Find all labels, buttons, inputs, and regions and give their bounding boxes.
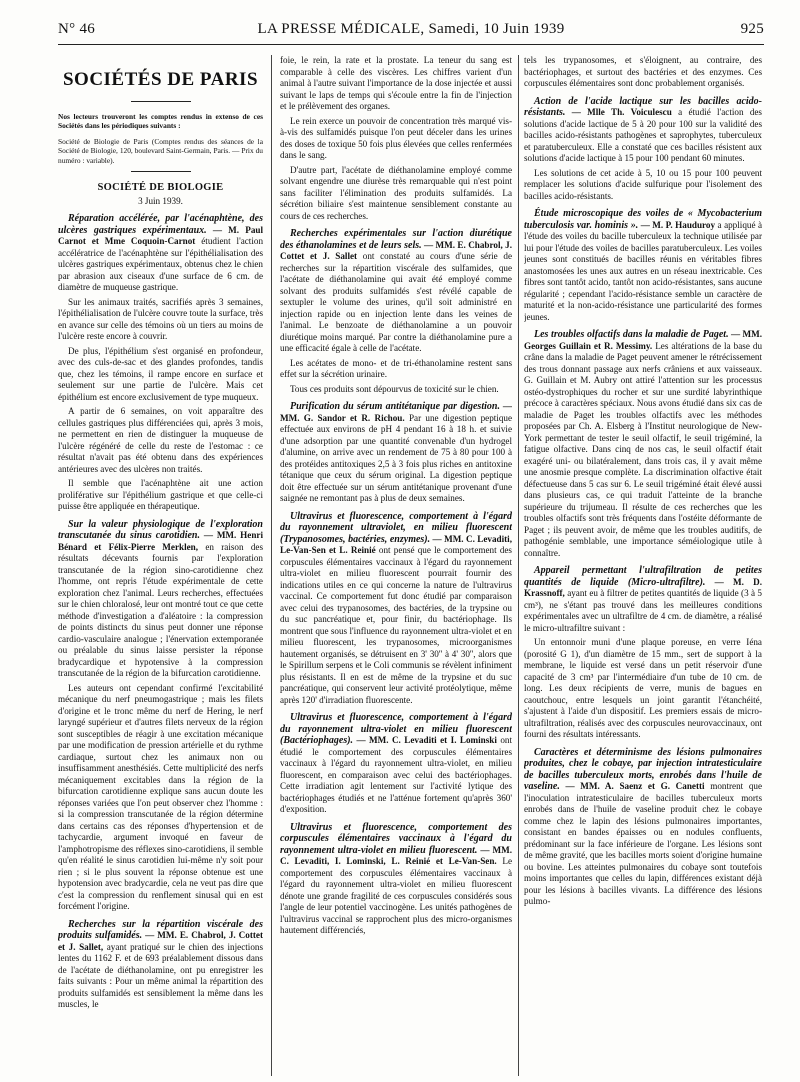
abstract-text: montrent que l'inoculation intratesticulaire de bacilles tuberculeux morts enrobés dans de l'huile de vaseline produit chez le cobaye comme chez le lapin des lésions pulmonaires importantes, consistant en bandes épaisses ou en nodules confluents, prédominant sur la face inférieure de l'organe. Les lésions sont de même gravité, que les bacilles morts soient d'origine humaine ou bovine. Les atteintes pulmonaires du cobaye sont toutefois moins importantes que celles du lapin, différences existant déjà pour les lésions à bacilles vivants. La différence des lésions pulmo- [524, 781, 762, 906]
paragraph: tels les trypanosomes, et s'éloignent, au contraire, des bactériophages, et surtout des bactéries et des enzymes. Ces corpuscules élémentaires sont donc probablement organisés. [524, 55, 762, 88]
abstract [524, 329, 762, 559]
abstract-title: Recherches expérimentales sur l'action diurétique des éthanolamines et de leurs sels. [280, 228, 512, 251]
abstract-title: Purification du sérum antitétanique par digestion. [290, 401, 500, 412]
abstract [280, 401, 512, 505]
abstract-text: a appliqué à l'étude des voiles du bacille tuberculeux la technique utilisée par lui pour l'étude des voiles de bacilles paratuberculeux. Les voiles jeunes sont constitués de bacilles réunis en véritables fibres anastomosées les unes aux autres en un réseau inextricable. Ces fibres sont tantôt acido, tantôt non acido-résistantes, sans aucune régularité ; cependant l'acido-résistance semble un caractère de maturité et la non-acido-résistance une particularité des formes jeunes. [524, 219, 762, 322]
column-2 [280, 55, 512, 1076]
abstract [58, 519, 263, 680]
section-title: SOCIÉTÉS DE PARIS [62, 69, 259, 90]
paragraph: A partir de 6 semaines, on voit apparaître des cellules gastriques plus différenciées qui, après 3 mois, ne permettent en rien de distinguer la muqueuse de l'ulcère régénéré de celle du reste de l'estomac : ce résultat n'avait pas été obtenu dans des expériences antérieures avec des ulcères non traités. [58, 406, 263, 474]
abstract-title: Recherches sur la répartition viscérale des produits sulfamidés. [58, 918, 263, 942]
abstract-title: Appareil permettant l'ultrafiltration de petites quantités de liquide (Micro-ultrafiltre). [524, 565, 762, 588]
abstract-text: ont pensé que le comportement des corpuscules élémentaires vaccinaux à l'égard du rayonnement ultra-violet en milieu fluorescent pourrait fournir des indications utiles en ce qui concerne la nature de l'ultravirus vaccinal. Ce comportement fut donc étudié par comparaison avec celui des trypanosomes, des bactéries, de la trypsine ou du suc pancréatique et, pour finir, du bactériophage. Ils montrent que sous l'influence du rayonnement ultra-violet et en milieu fluorescent, les trypanosomes, microorganismes hautement organisés, se détruisent en 3' 30'' à 4' 30'', alors que le Spirillum serpens et le Coli communis se révèlent infiniment plus résistants. Il en est de même de la trypsine et du suc pancréatique, qui conservent leur activité protéolytique, même après 120' d'irradiation fluorescente. [280, 545, 512, 705]
abstract-authors: — MM. Georges Guillain et R. Messimy. [524, 329, 762, 351]
column-divider [518, 55, 519, 1076]
abstract [524, 747, 762, 908]
abstract-text: étudient l'action accélératrice de l'acénaphtène sur l'épithélialisation des ulcères gastriques expérimentaux, obtenus chez le chien par abrasion aux ciseaux d'une surface de 6 cm. de diamètre de muqueuse gastrique. [58, 236, 263, 293]
abstract-title: Caractères et déterminisme des lésions pulmonaires produites, chez le cobaye, par injection intratesticulaire de bacilles tuberculeux morts, enrobés dans l'huile de vaseline. [524, 746, 762, 792]
abstract-authors: — MM. E. Chabrol, J. Cottet et J. Sallet, [58, 930, 263, 952]
abstract-authors: — M. D. Krassnoff, [524, 576, 762, 598]
notice-source: Société de Biologie de Paris (Comptes rendus des séances de la Société de Biologie, 120, boulevard Saint-Germain, Paris. — Prix du numéro : variable). [58, 136, 263, 165]
abstract [58, 213, 263, 294]
abstract [280, 822, 512, 937]
abstract-title: Étude microscopique des voiles de « Mycobacterium tuberculosis var. hominis ». [524, 208, 762, 231]
abstract-text: a étudié l'action des solutions d'acide lactique de 5 à 20 pour 100 sur la validité des bacilles acido-résistants pathogènes et saprophytes, tuberculeux et paratuberculeux. Elle a constaté que ces bacilles résistent aux solutions d'acide lactique à 15 pour 100 pendant 60 minutes. [524, 107, 762, 163]
abstract [280, 511, 512, 707]
abstract-authors: — MM. A. Saenz et G. Canetti [565, 781, 705, 791]
subsection-title: SOCIÉTÉ DE BIOLOGIE [97, 182, 224, 194]
abstract [524, 96, 762, 165]
abstract-title: Ultravirus et fluorescence, comportement à l'égard du rayonnement ultraviolet, en milieu fluorescent (Trypanosomes, bactéries, enzymes). [280, 510, 512, 545]
abstract [58, 919, 263, 1011]
notice-text: Nos lecteurs trouveront les comptes rendus in extenso de ces Sociétés dans les périodiques suivants : [58, 112, 263, 131]
abstract-text: Les altérations de la base du crâne dans la maladie de Paget peuvent amener le rétrécissement des trous donnant passage aux nerfs crâniens et aux vaisseaux. G. Guillain et M. Aubry ont attiré l'attention sur les processus ostéo-dystrophiques du rocher et sur une surdité labyrinthique précoce à caractères spéciaux. Nous avons étudié dans six cas de maladie de Paget les troubles olfactifs avec les méthodes proposées par Ch. A. Elsberg à l'Institut neurologique de New-York permettant de tester le seuil olfactif, le seuil trigéminé, la fatigue olfactive. Dans cinq de nos cas, le seuil olfactif était exagéré uni- ou bilatéralement, dans trois cas, il y avait même une anosmie presque complète. La discrimination olfactive était défectueuse dans 5 cas sur 6. Le seuil trigéminé était élevé aussi dans plusieurs cas, ce qui traduit l'atteinte de la branche supérieure du trijumeau. Il résulte de ces recherches que les troubles olfactifs sont très fréquents dans l'ostéite déformante de Paget ; ils peuvent avoir, de même que les troubles auditifs, de pathogénie semblable, une importance séméiologique utile à connaître. [524, 340, 762, 558]
abstract [280, 712, 512, 816]
abstract-authors: — MM. C. Levaditi, I. Lominski, L. Reinié et Le-Van-Sen. [280, 844, 512, 866]
abstract-authors: — Mlle Th. Voiculescu [571, 107, 672, 117]
column-1 [58, 55, 263, 1076]
page-header [58, 21, 764, 41]
divider [131, 101, 191, 102]
abstract-authors: — MM. E. Chabrol, J. Cottet et J. Sallet [280, 239, 512, 261]
issue-number: N° 46 [58, 21, 96, 37]
session-date: 3 Juin 1939. [138, 195, 183, 206]
abstract-authors: — M. Paul Carnot et Mme Coquoin-Carnot [58, 224, 263, 247]
abstract-text: en raison des résultats décevants fournis par l'exploration transcutanée de la région sino-carotidienne chez l'homme, ont repris l'étude expérimentale de cette exploration chez l'animal. Leurs recherches, effectuées sur le chien chloralosé, leur ont montré tout ce que cette méthode d'investigation a d'aléatoire : la compression de points distincts du sinus peut donner une réponse cardio-vasculaire analogue ; l'énervation extemporanée ou préalable du sinus laisse persister la réponse bradycardique et hypotensive à la compression transcutanée de la région de la bifurcation carotidienne. [58, 541, 263, 679]
abstract [524, 565, 762, 634]
abstract-text: ont étudié le comportement des corpuscules élémentaires vaccinaux à l'égard du rayonnement ultra-violet, en milieu fluorescent, en comparaison avec celui des bactériophages. Cette irradiation agit lentement sur l'activité lytique des bactériophages étudiés et ne l'atténue fortement qu'après 360' d'exposition. [280, 735, 512, 814]
abstract-title: Sur la valeur physiologique de l'exploration transcutanée du sinus carotidien. [58, 518, 263, 542]
abstract-title: Réparation accélérée, par l'acénaphtène, des ulcères gastriques expérimentaux. [58, 213, 263, 236]
abstract-authors: — MM. Henri Bénard et Félix-Pierre Merklen, [58, 530, 263, 552]
paragraph: Les auteurs ont cependant confirmé l'excitabilité mécanique du nerf pneumogastrique ; mais les filets d'origine et le tronc même du nerf de Hering, le nerf laryngé supérieur et d'autres filets nerveux de la région sont susceptibles de réagir à une excitation mécanique par une modification de pression artérielle et du rythme cardiaque, surtout chez les animaux non ou insuffisamment anesthésiés. Cette multiplicité des nerfs mécaniquement excitables dans la région de la bifurcation carotidienne explique sans aucun doute les réponses variées que l'on peut observer chez l'homme : si la compression transcutanée de la région détermine dans certains cas des réponses d'hypertension et de tachycardie, argument invoqué en faveur de l'amphotropisme des réflexes sino-carotidiens, il semble qu'en réalité le sinus carotidien lui-même n'y soit pour rien ; si le plus souvent la réponse obtenue est une hypotension avec bradycardie, cela ne veut pas dire que c'est la compression du renflement sinusal qui en est forcément l'origine. [58, 682, 263, 912]
abstract-title: Ultravirus et fluorescence, comportement des corpuscules élémentaires vaccinaux à l'égard du rayonnement ultra-violet en milieu fluorescent. [280, 821, 512, 856]
abstract-title: Les troubles olfactifs dans la maladie de Paget. [534, 329, 729, 340]
abstract-text: ayant eu à filtrer de petites quantités de liquide (3 à 5 cm³), ne s'étant pas trouvé dans les meilleures conditions expérimentales avec un ultrafiltre de 4 cm. de diamètre, a réalisé le micro-ultrafiltre suivant : [524, 588, 762, 633]
paragraph: foie, le rein, la rate et la prostate. La teneur du sang est comparable à celle des viscères. Les chiffres varient d'un animal à l'autre suivant l'importance de la dose injectée et aussi suivant le laps de temps qui s'écoule entre la fin de l'injection et le prélèvement des organes. [280, 55, 512, 111]
abstract-authors: — MM. C. Levaditi, Le-Van-Sen et L. Reinié [280, 533, 512, 555]
abstract [524, 208, 762, 323]
paragraph: De plus, l'épithélium s'est organisé en profondeur, avec des culs-de-sac et des glandes profondes, tandis que, chez les témoins, il rampe encore en surface et seulement sur une partie de l'ulcère. Mais cet épithélium est encore exclusivement de type muqueux. [58, 345, 263, 402]
paragraph: Le rein exerce un pouvoir de concentration très marqué vis-à-vis des sulfamidés puisque l'on peut déceler dans les urines des doses de toxique 50 fois plus élevées que celles renfermées dans le sang. [280, 115, 512, 160]
abstract-title: Ultravirus et fluorescence, comportement à l'égard du rayonnement ultra-violet en milieu fluorescent (Bactériophages). [280, 712, 512, 746]
column-3 [524, 55, 762, 1076]
abstract-text: Par une digestion peptique effectuée aux environs de pH 4 pendant 16 à 18 h. et suivie d'une adsorption par une quantité convenable d'un hydrogel d'alumine, on arrive avec un rendement de 75 à 80 pour 100 à des protéides antitoxiques 2,5 à 3 fois plus riches en antitoxine tétanique que ceux du sérum original. La digestion peptique doit être effectuée sur un sérum antitétanique provenant d'une saignée ne remontant pas à plus de deux semaines. [280, 412, 512, 503]
header-rule [58, 44, 764, 45]
abstract-authors: — MM. C. Levaditi et I. Lominski [356, 735, 497, 745]
paragraph: Sur les animaux traités, sacrifiés après 3 semaines, l'épithélialisation de l'ulcère couvre toute la surface, très en avance sur celle des témoins où un tiers au moins de l'ulcère reste encore à couvrir. [58, 296, 263, 342]
abstract-text: ayant pratiqué sur le chien des injections lentes du 1162 F. et de 693 préalablement dissous dans de l'acétate de diéthanolamine, ont pu enregistrer les faits suivants : Pour un même animal la répartition des produits sulfamidés est sensiblement la même dans les muscles, le [58, 941, 263, 1010]
paragraph: Les acétates de mono- et de tri-éthanolamine restent sans effet sur la sécrétion urinaire. [280, 357, 512, 379]
abstract-authors: — M. P. Hauduroy [640, 219, 716, 230]
paragraph: Les solutions de cet acide à 5, 10 ou 15 pour 100 peuvent remplacer les solutions d'acide sulfurique pour l'isolement des bacilles acido-résistants. [524, 167, 762, 201]
page-number: 925 [740, 21, 764, 37]
abstract [280, 228, 512, 355]
paragraph: Tous ces produits sont dépourvus de toxicité sur le chien. [290, 383, 499, 394]
paragraph: Un entonnoir muni d'une plaque poreuse, en verre Iéna (porosité G 1), d'un diamètre de 15 mm., sert de support à la membrane, le liquide est versé dans un petit réservoir d'une capacité de 3 cm³ par l'intermédiaire d'un tube de 10 cm. de long. Les deux récipients de verre, munis de bagues en caoutchouc, entre lesquels un joint garantit l'étanchéité, s'ajustent à l'aide d'un dispositif. Les premiers essais de micro-ultrafiltration, réalisés avec des corpuscules neurovaccinaux, ont fourni des résultats intéressants. [524, 637, 762, 739]
paragraph: Il semble que l'acénaphtène ait une action proliférative sur l'épithélium gastrique et que celle-ci puisse être appliquée en thérapeutique. [58, 478, 263, 512]
abstract-text: ont constaté au cours d'une série de recherches sur la répartition viscérale des sulfamides, que l'acétate de diéthanolamine qui avait été employé comme solvant des produits sulfamidés s'est révélé capable de sextupler le volume des urines, qu'il soit administré en injection rapide ou en injection lente dans les veines de l'animal. Le benzoate de diéthanolamine a un pouvoir diurétique moins marqué. Par contre la diéthanolamine pure a une efficacité égale à celle de l'acétate. [280, 251, 512, 353]
abstract-title: Action de l'acide lactique sur les bacilles acido-résistants. [524, 95, 762, 118]
abstract-text: Le comportement des corpuscules élémentaires vaccinaux à l'égard du rayonnement ultra-violet en milieu fluorescent dénote une grande fragilité de ces corpuscules considérés sous l'angle de leur potentiel vaccinogène. Les unités pathogènes de l'ultravirus vaccinal se rapprochent plus des micro-organismes hautement différenciés, [280, 856, 512, 935]
notice [58, 112, 263, 131]
abstract-authors: — MM. G. Sandor et R. Richou. [280, 401, 512, 423]
column-divider [271, 55, 272, 1076]
divider [131, 171, 191, 172]
journal-title: LA PRESSE MÉDICALE, Samedi, 10 Juin 1939 [257, 21, 565, 37]
paragraph: D'autre part, l'acétate de diéthanolamine employé comme solvant engendre une diurèse très remarquable qui n'est point sans faciliter l'élimination des produits sulfamidés. La sécrétion biliaire s'est maintenue sensiblement constante au cours de ces recherches. [280, 164, 512, 221]
